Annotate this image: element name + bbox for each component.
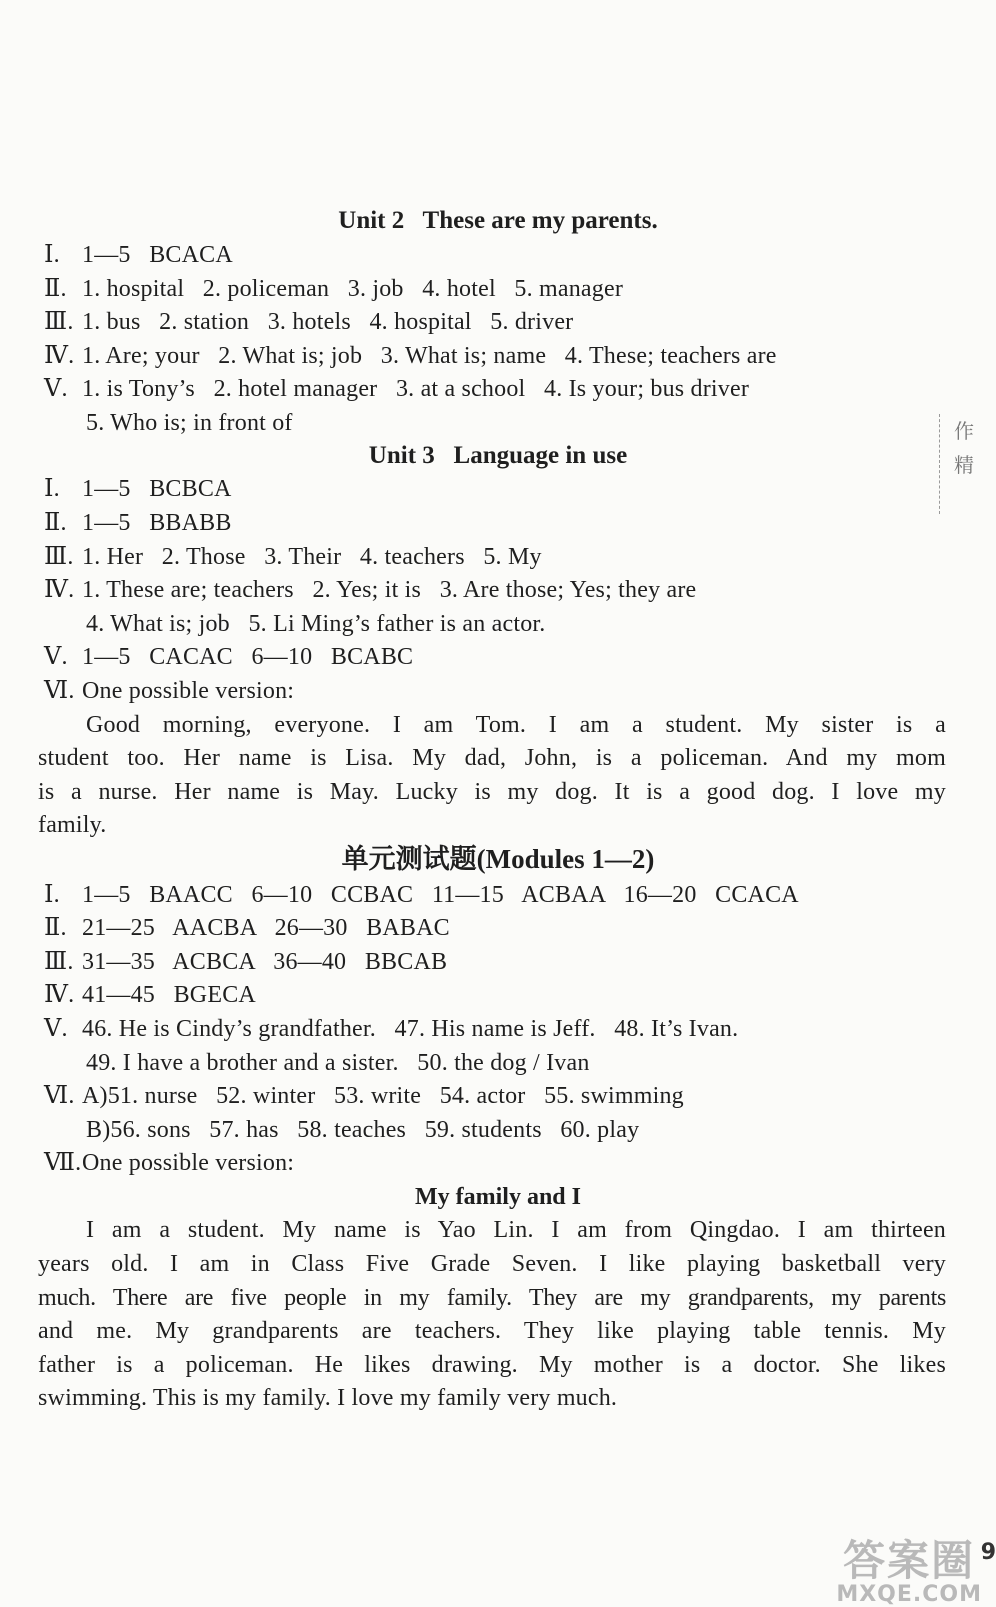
test-line-9: Ⅶ.One possible version:	[44, 1150, 295, 1176]
test-line-1: Ⅰ. 1—5 BAACC 6—10 CCBAC 11—15 ACBAA 16—20 CCACA	[44, 882, 799, 908]
test-essay-line-5: father is a policeman. He likes drawing. My mother is a doctor. She likes	[38, 1352, 946, 1378]
unit2-line-3: Ⅲ. 1. bus 2. station 3. hotels 4. hospital 5. driver	[44, 309, 574, 335]
unit2-line-6: 5. Who is; in front of	[86, 410, 293, 436]
unit3-essay-line-3: is a nurse. Her name is May. Lucky is my dog. It is a good dog. I love my	[38, 779, 946, 805]
test-title: 单元测试题(Modules 1—2)	[341, 844, 655, 874]
unit3-line-7: Ⅵ. One possible version:	[44, 678, 295, 704]
unit3-line-2: Ⅱ. 1—5 BBABB	[44, 510, 232, 536]
essay-title: My family and I	[414, 1184, 581, 1210]
side-stamp-line-2: 精	[954, 453, 974, 477]
unit2-title: Unit 2 These are my parents.	[338, 207, 658, 234]
test-line-7: Ⅵ. A)51. nurse 52. winter 53. write 54. actor 55. swimming	[44, 1083, 684, 1109]
test-line-4: Ⅳ. 41—45 BGECA	[44, 982, 256, 1008]
unit3-line-6: Ⅴ. 1—5 CACAC 6—10 BCABC	[44, 644, 414, 670]
unit3-line-3: Ⅲ. 1. Her 2. Those 3. Their 4. teachers 5. My	[44, 544, 542, 570]
unit3-line-5: 4. What is; job 5. Li Ming’s father is an actor.	[86, 611, 546, 637]
unit3-essay-line-4: family.	[38, 812, 107, 838]
watermark-top: 答案圈	[843, 1536, 976, 1585]
watermark-logo	[836, 1536, 982, 1607]
test-essay-line-2: years old. I am in Class Five Grade Seven. I like playing basketball very	[38, 1251, 946, 1277]
test-line-5: Ⅴ. 46. He is Cindy’s grandfather. 47. His name is Jeff. 48. It’s Ivan.	[44, 1016, 739, 1042]
unit3-essay-line-1: Good morning, everyone. I am Tom. I am a student. My sister is a	[86, 712, 946, 738]
test-essay-line-3: much. There are five people in my family. They are my grandparents, my parents	[38, 1285, 946, 1311]
side-stamp-line-1: 作	[954, 419, 974, 443]
test-essay-line-1: I am a student. My name is Yao Lin. I am from Qingdao. I am thirteen	[86, 1217, 946, 1243]
test-line-8: B)56. sons 57. has 58. teaches 59. students 60. play	[86, 1117, 640, 1143]
unit2-line-4: Ⅳ. 1. Are; your 2. What is; job 3. What is; name 4. These; teachers are	[44, 343, 777, 369]
unit3-title: Unit 3 Language in use	[368, 442, 628, 469]
test-essay-line-4: and me. My grandparents are teachers. They like playing table tennis. My	[38, 1318, 946, 1344]
unit3-line-1: Ⅰ. 1—5 BCBCA	[44, 476, 232, 502]
page-number: 9	[980, 1540, 996, 1565]
watermark-bottom: MXQE.COM	[836, 1582, 982, 1607]
test-line-6: 49. I have a brother and a sister. 50. the dog / Ivan	[86, 1050, 590, 1076]
test-line-2: Ⅱ. 21—25 AACBA 26—30 BABAC	[44, 915, 450, 941]
unit2-line-2: Ⅱ. 1. hospital 2. policeman 3. job 4. hotel 5. manager	[44, 276, 624, 302]
test-essay-line-6: swimming. This is my family. I love my family very much.	[38, 1385, 618, 1411]
unit2-line-1: Ⅰ. 1—5 BCACA	[44, 242, 233, 268]
unit3-essay-line-2: student too. Her name is Lisa. My dad, John, is a policeman. And my mom	[38, 745, 946, 771]
test-line-3: Ⅲ. 31—35 ACBCA 36—40 BBCAB	[44, 949, 448, 975]
unit2-line-5: Ⅴ. 1. is Tony’s 2. hotel manager 3. at a school 4. Is your; bus driver	[44, 376, 750, 402]
side-stamp	[939, 414, 996, 514]
unit3-line-4: Ⅳ. 1. These are; teachers 2. Yes; it is 3. Are those; Yes; they are	[44, 577, 697, 603]
